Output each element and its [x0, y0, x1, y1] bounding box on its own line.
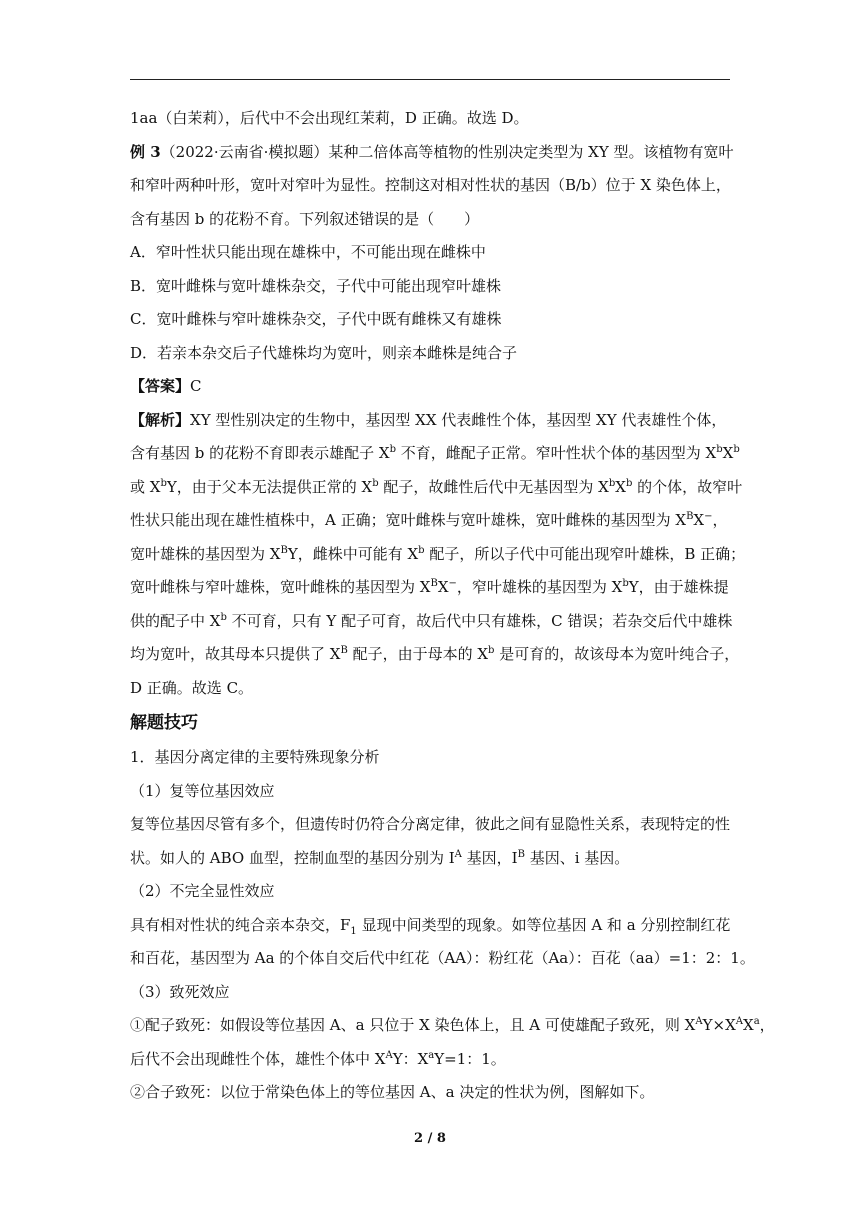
superscript: b [733, 444, 740, 455]
superscript: A [735, 1016, 743, 1027]
superscript: A [385, 1049, 393, 1061]
text: 状。如人的 ABO 血型，控制血型的基因分别为 I [130, 848, 455, 867]
text: 的个体，故窄叶 [632, 477, 743, 496]
text: （2022·云南省·模拟题）某种二倍体高等植物的性别决定类型为 XY 型。该植物有宽叶 [160, 142, 734, 161]
text: ，窄叶雄株的基因型为 X [456, 578, 623, 596]
analysis-line [130, 404, 730, 438]
text-line: 宽叶雌株与窄叶雄株，宽叶雌株的基因型为 $X^BX^-$，窄叶雄株的基因型为 $X^bY$，由于雄株提 [130, 578, 729, 596]
text-line [130, 538, 746, 572]
text: 配子，由于母本的 X [347, 645, 489, 663]
text-line: 性状只能出现在雄性植株中，A 正确；宽叶雌株与宽叶雄株，宽叶雌株的基因型为 $X^BX^-$， [130, 511, 728, 529]
answer-label: 【答案】 [130, 377, 191, 395]
text: 是可育的，故该母本为宽叶纯合子， [494, 645, 740, 663]
answer-line [130, 370, 730, 404]
text: Y，由于父本无法提供正常的 X [166, 477, 373, 496]
text: （3）致死效应 [130, 982, 230, 1001]
text: 不育，雌配子正常。窄叶性状个体的基因型为 X [396, 444, 717, 462]
document-body [130, 102, 775, 1110]
text: 配子，故雌性后代中无基因型为 X [378, 477, 609, 496]
text: ①配子致死：如假设等位基因 A、a 只位于 X 染色体上，且 A 可使雄配子致死，则 X [130, 1016, 696, 1034]
text: 和百花，基因型为 Aa 的个体自交后代中红花（AA）：粉红花（Aa）：百花（aa）=1：2：1。 [130, 949, 755, 967]
answer-value: C [190, 377, 202, 395]
text: 性状只能出现在雄性植株中，A 正确；宽叶雌株与宽叶雄株，宽叶雌株的基因型为 X [130, 511, 687, 529]
text-line [130, 842, 730, 876]
text: D．若亲本杂交后子代雄株均为宽叶，则亲本雌株是纯合子 [130, 343, 518, 362]
superscript: b [622, 578, 629, 589]
text: B．宽叶雌株与宽叶雄株杂交，子代中可能出现窄叶雄株 [130, 276, 502, 295]
superscript: b [716, 444, 723, 455]
option-d [130, 337, 730, 371]
text: Y：X [392, 1049, 429, 1068]
example-label: 例 3 [130, 142, 161, 161]
text-line [130, 102, 730, 136]
superscript: b [625, 477, 633, 489]
text-line [130, 605, 733, 639]
text: ②合子致死：以位于常染色体上的等位基因 A、a 决定的性状为例，图解如下。 [130, 1083, 655, 1101]
text: 配子，所以子代中可能出现窄叶雄株，B 正确； [424, 544, 746, 563]
text-line [130, 909, 730, 943]
header-rule [130, 79, 730, 80]
page-number: 2 / 8 [414, 1131, 446, 1146]
text-line [130, 672, 730, 706]
text: （2）不完全显性效应 [130, 882, 275, 900]
superscript: b [160, 477, 167, 489]
text: 后代不会出现雌性个体，雄性个体中 X [130, 1049, 386, 1068]
text: 1．基因分离定律的主要特殊现象分析 [130, 748, 380, 766]
superscript: − [704, 511, 713, 522]
text: 和窄叶两种叶形，宽叶对窄叶为显性。控制这对相对性状的基因（B/b）位于 X 染色体上， [130, 176, 731, 194]
superscript: b [608, 477, 616, 489]
example-question-line [130, 136, 734, 170]
text-line [130, 775, 730, 809]
text: 宽叶雌株与窄叶雄株，宽叶雌株的基因型为 X [130, 578, 431, 596]
superscript: B [517, 848, 525, 860]
superscript: A [695, 1016, 703, 1027]
text: D 正确。故选 C。 [130, 678, 254, 697]
text-line [130, 203, 730, 237]
text: （1）复等位基因效应 [130, 781, 275, 800]
subscript: 1 [350, 925, 357, 937]
superscript: b [488, 645, 495, 656]
superscript: a [753, 1016, 760, 1027]
superscript: B [280, 544, 288, 556]
text: 显现中间类型的现象。如等位基因 A 和 a 分别控制红花 [356, 915, 731, 934]
superscript: b [372, 477, 379, 489]
superscript: − [448, 578, 457, 589]
text: 宽叶雄株的基因型为 X [130, 544, 281, 563]
text: 具有相对性状的纯合亲本杂交，F [130, 915, 351, 934]
text: 复等位基因尽管有多个，但遗传时仍符合分离定律，彼此之间有显隐性关系，表现特定的性 [130, 815, 731, 833]
text: Y [702, 1016, 713, 1034]
text-line [130, 169, 730, 203]
text: Y=1：1。 [434, 1049, 506, 1068]
text: 供的配子中 X [130, 611, 221, 630]
text: Y，由于雄株提 [628, 578, 729, 596]
text-line [130, 942, 755, 976]
option-a [130, 236, 730, 270]
text-line [130, 1076, 730, 1110]
text: 不可育，只有 Y 配子可育，故后代中只有雄株，C 错误；若杂交后代中雄株 [226, 611, 733, 630]
text: 基因，I [461, 848, 518, 867]
text-line [130, 875, 730, 909]
text-line [130, 1043, 730, 1077]
option-c [130, 303, 730, 337]
text: C．宽叶雌株与窄叶雄株杂交，子代中既有雌株又有雄株 [130, 310, 502, 328]
text-line [130, 976, 730, 1010]
text-line: 含有基因 b 的花粉不育即表示雄配子 $X^b$ 不育，雌配子正常。窄叶性状个体的基因型为 $X^bX^b$ [130, 444, 740, 462]
text: 1aa（白茉莉），后代中不会出现红茉莉，D 正确。故选 D。 [130, 109, 529, 127]
superscript: A [454, 848, 462, 860]
text: 基因、i 基因。 [524, 848, 630, 867]
analysis-label: 【解析】 [130, 410, 191, 429]
text-line: 或 $X^bY$，由于父本无法提供正常的 $X^b$ 配子，故雌性后代中无基因型为 $X^bX^b$ 的个体，故窄叶 [130, 477, 743, 496]
text: × [712, 1016, 726, 1034]
text: 含有基因 b 的花粉不育。下列叙述错误的是（ ） [130, 209, 480, 228]
superscript: B [340, 645, 348, 656]
text: A．窄叶性状只能出现在雄株中，不可能出现在雌株中 [130, 243, 486, 261]
option-b [130, 270, 730, 304]
superscript: b [418, 544, 425, 556]
text-line [130, 808, 730, 842]
text: 含有基因 b 的花粉不育即表示雄配子 X [130, 444, 390, 462]
superscript: b [389, 444, 396, 455]
superscript: a [428, 1049, 435, 1061]
text-line [130, 741, 730, 775]
text: XY 型性别决定的生物中，基因型 XX 代表雌性个体，基因型 XY 代表雄性个体， [190, 410, 727, 429]
text: 均为宽叶，故其母本只提供了 X [130, 645, 341, 663]
superscript: B [686, 511, 694, 522]
superscript: B [430, 578, 438, 589]
superscript: b [220, 611, 227, 623]
text: Y，雌株中可能有 X [287, 544, 419, 563]
text: 或 X [130, 477, 161, 496]
text-line: ①配子致死：如假设等位基因 A、a 只位于 X 染色体上，且 A 可使雄配子致死，则 $X^AY\times X^AX^a$， [130, 1016, 775, 1034]
text-line [130, 638, 740, 672]
section-heading: 解题技巧 [130, 713, 198, 733]
